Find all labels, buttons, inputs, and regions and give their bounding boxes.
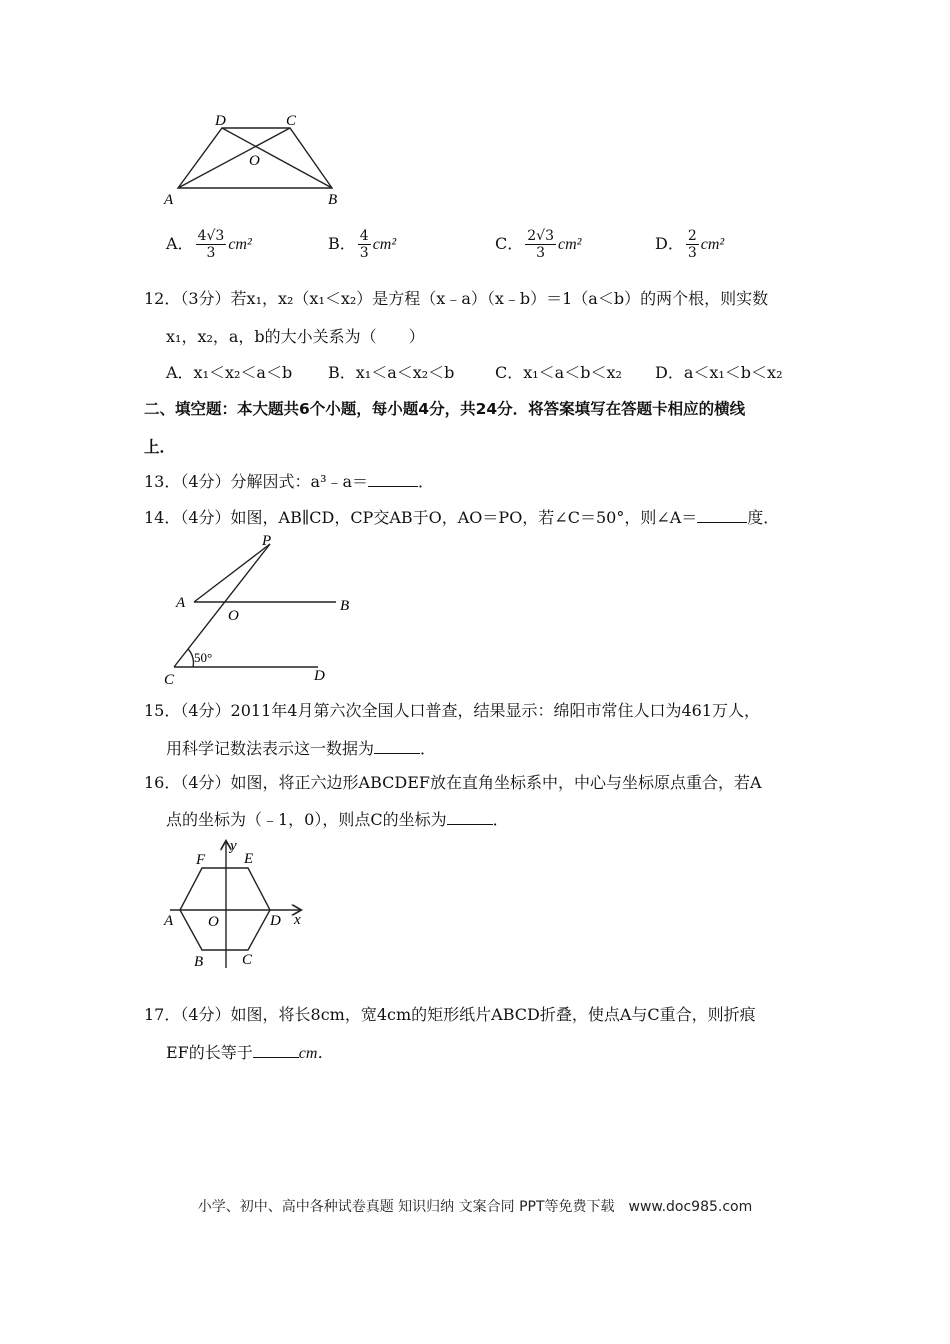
label-A: A [176, 595, 186, 611]
q15-answer-blank[interactable] [374, 737, 420, 754]
q14-text: 14．（4分）如图，AB∥CD，CP交AB于O，AO＝PO，若∠C＝50°，则∠A＝ 度． [144, 508, 780, 527]
q13-text: 13．（4分）分解因式：a³﹣a＝ ． [144, 472, 435, 491]
page-footer: 小学、初中、高中各种试卷真题 知识归纳 文案合同 PPT等免费下载 www.doc985.com [197, 1199, 753, 1215]
q15-text-line1: 15．（4分）2011年4月第六次全国人口普查，结果显示：绵阳市常住人口为461万人， [144, 701, 760, 720]
q14-answer-blank[interactable] [697, 506, 747, 523]
q11-option-a: A． $\frac{4√3}{3}$ cm² [166, 228, 252, 261]
q11-option-b: B． $\frac{4}{3}$ cm² [328, 228, 397, 261]
q15-text-line2: 用科学记数法表示这一数据为 ． [166, 739, 437, 758]
label-O: O [208, 914, 219, 930]
trapezoid-figure [160, 110, 350, 210]
label-E: E [244, 851, 254, 867]
q16-text-line2: 点的坐标为（﹣1，0），则点C的坐标为 ． [166, 810, 509, 829]
q12-option-c: C．x₁＜a＜b＜x₂ [495, 363, 622, 382]
q17-text-line1: 17．（4分）如图，将长8cm，宽4cm的矩形纸片ABCD折叠，使点A与C重合，则折痕 [144, 1005, 756, 1024]
label-O: O [228, 608, 239, 624]
parallel-lines-figure [160, 530, 360, 690]
q11-option-c: C． $\frac{2√3}{3}$ cm² [495, 228, 582, 261]
label-O: O [249, 153, 260, 169]
label-angle: 50° [194, 650, 213, 665]
q16-text-line1: 16．（4分）如图，将正六边形ABCDEF放在直角坐标系中，中心与坐标原点重合，若A [144, 773, 762, 792]
label-B: B [328, 192, 338, 208]
section2-heading-line2: 上． [144, 438, 176, 456]
label-x: x [294, 912, 301, 928]
label-P: P [262, 533, 272, 549]
label-C: C [242, 952, 253, 968]
label-D: D [270, 913, 281, 929]
q12-option-d: D．a＜x₁＜b＜x₂ [655, 363, 783, 382]
hexagon-coordinate-figure [160, 838, 320, 978]
section2-heading-line1: 二、填空题：本大题共6个小题，每小题4分，共24分．将答案填写在答题卡相应的横线 [144, 400, 746, 418]
label-y: y [230, 838, 237, 854]
q12-option-a: A．x₁＜x₂＜a＜b [166, 363, 293, 382]
label-F: F [196, 852, 206, 868]
q16-answer-blank[interactable] [447, 808, 493, 825]
q12-text-line2: x₁，x₂，a，b的大小关系为（ ） [166, 327, 425, 346]
q17-answer-blank[interactable] [253, 1041, 299, 1058]
label-A: A [164, 192, 174, 208]
q11-option-d: D． $\frac{2}{3}$ cm² [655, 228, 725, 261]
q17-text-line2: EF的长等于 cm． [166, 1043, 334, 1062]
q12-option-b: B．x₁＜a＜x₂＜b [328, 363, 455, 382]
label-A: A [164, 913, 174, 929]
label-B: B [194, 954, 204, 970]
label-B: B [340, 598, 350, 614]
label-C: C [164, 672, 175, 688]
label-D: D [215, 113, 226, 129]
label-C: C [286, 113, 297, 129]
q13-answer-blank[interactable] [368, 470, 418, 487]
label-D: D [314, 668, 325, 684]
q12-text-line1: 12．（3分）若x₁，x₂（x₁＜x₂）是方程（x﹣a）（x﹣b）＝1（a＜b）的两个根，则实数 [144, 289, 769, 308]
